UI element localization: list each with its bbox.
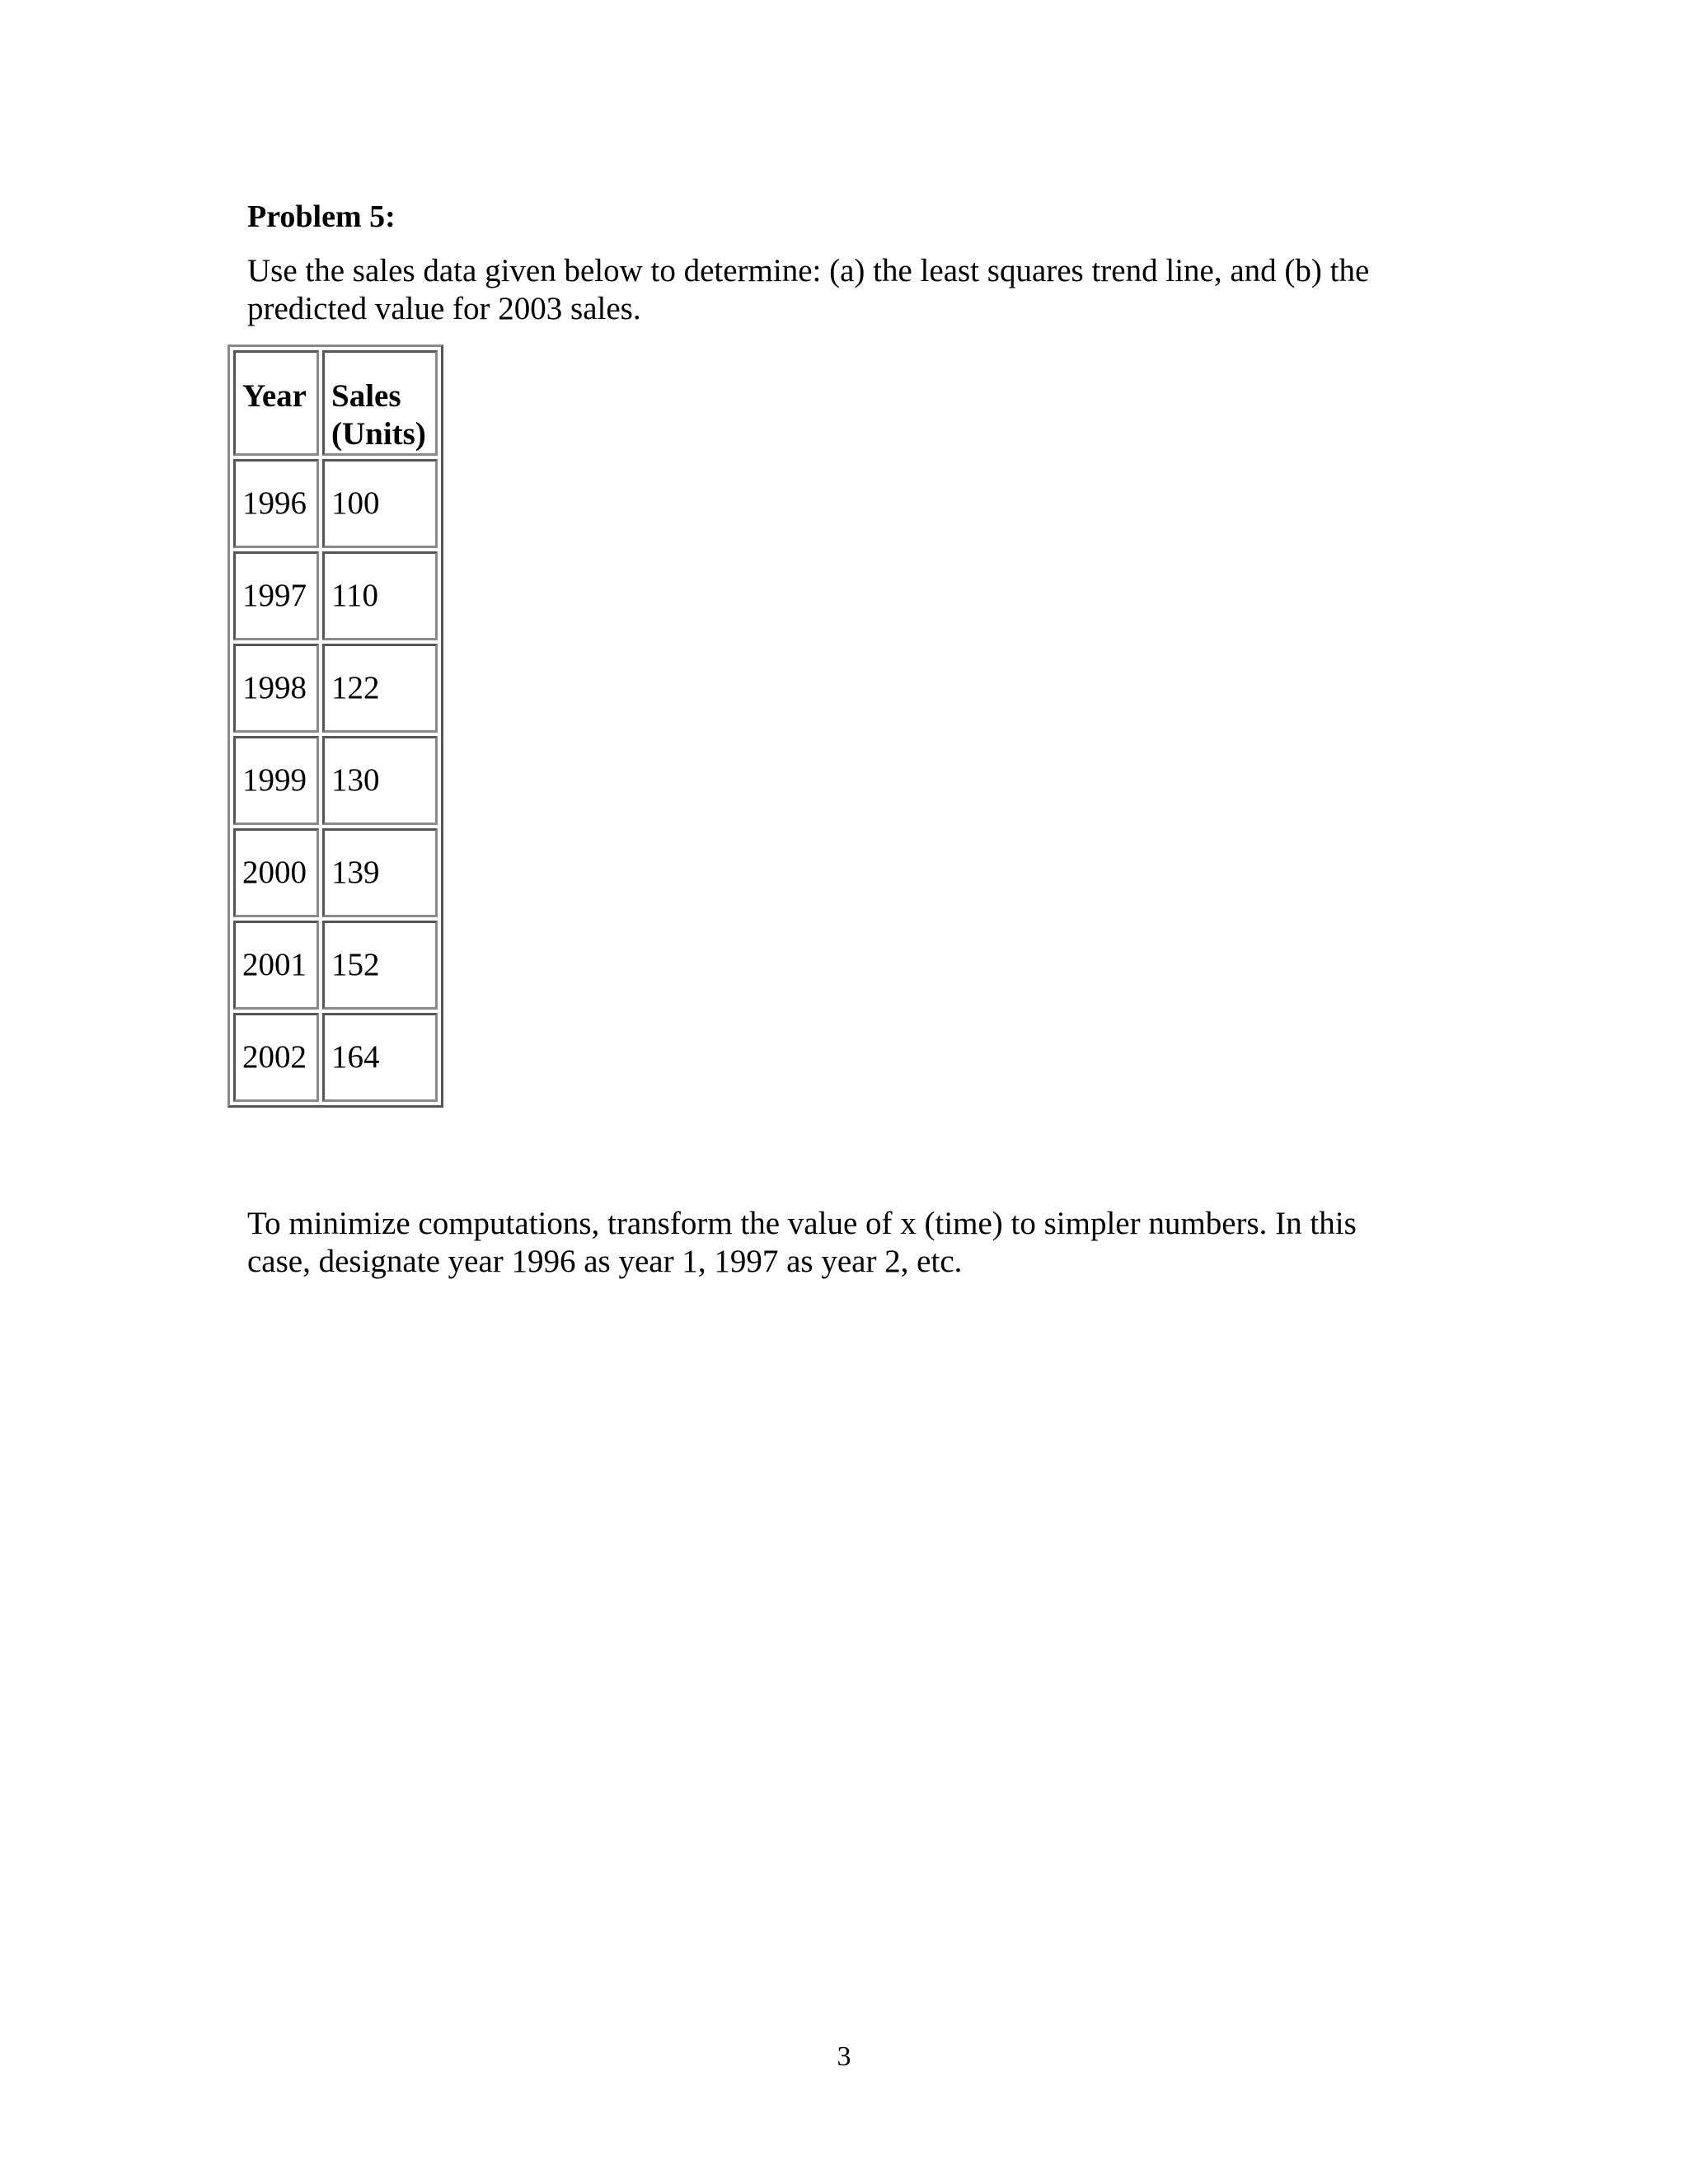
table-row (233, 736, 438, 825)
year-cell: 1997 (233, 551, 319, 640)
year-cell: 2000 (233, 828, 319, 917)
problem-heading: Problem 5: (247, 199, 396, 234)
sales-cell: 100 (322, 459, 438, 548)
sales-cell: 152 (322, 921, 438, 1010)
year-cell: 1999 (233, 736, 319, 825)
year-cell: 2002 (233, 1013, 319, 1102)
sales-cell: 110 (322, 551, 438, 640)
page-number: 3 (837, 2041, 851, 2072)
year-cell: 1998 (233, 644, 319, 733)
sales-column-header (322, 350, 438, 456)
year-column-header: Year (233, 350, 319, 456)
sales-cell: 122 (322, 644, 438, 733)
sales-cell: 130 (322, 736, 438, 825)
sales-table-container (227, 344, 443, 1108)
year-cell: 2001 (233, 921, 319, 1010)
table-header-row (233, 350, 438, 456)
sales-header-line-2: (Units) (331, 416, 426, 452)
transformation-note-line-1: To minimize computations, transform the value of x (time) to simpler numbers. In this (247, 1206, 1357, 1241)
year-cell: 1996 (233, 459, 319, 548)
table-row (233, 921, 438, 1010)
sales-cell: 139 (322, 828, 438, 917)
table-row (233, 459, 438, 548)
sales-cell: 164 (322, 1013, 438, 1102)
sales-data-table (227, 344, 443, 1108)
transformation-note-line-2: case, designate year 1996 as year 1, 1997 as year 2, etc. (247, 1244, 963, 1279)
table-row (233, 1013, 438, 1102)
transformation-note (247, 1205, 1442, 1281)
problem-statement-line-2: predicted value for 2003 sales. (247, 291, 641, 326)
table-row (233, 828, 438, 917)
problem-statement (247, 252, 1442, 328)
problem-statement-line-1: Use the sales data given below to determine: (a) the least squares trend line, and (b) the (247, 253, 1370, 288)
table-row (233, 551, 438, 640)
sales-header-line-1: Sales (331, 378, 401, 414)
table-row (233, 644, 438, 733)
